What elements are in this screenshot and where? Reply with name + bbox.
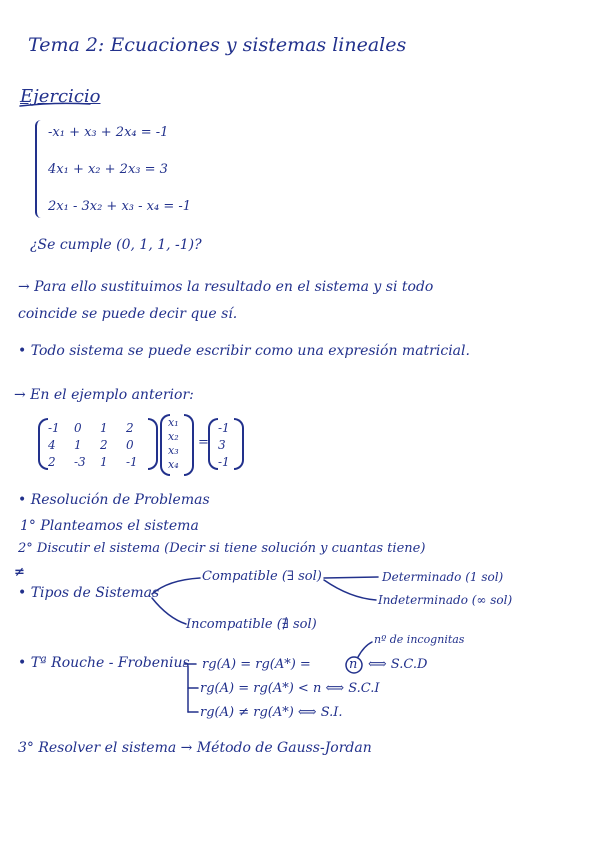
matrix-cell: 0 <box>126 438 134 452</box>
answer-line-1: → Para ello sustituimos la resultado en el sistema y si todo <box>18 279 434 295</box>
step-1: 1° Planteamos el sistema <box>20 518 199 534</box>
vector-cell: -1 <box>218 455 230 469</box>
margin-mark: ≠ <box>14 565 25 580</box>
matrix-cell: -1 <box>48 421 60 435</box>
incompatible-label: Incompatible (∄ sol) <box>186 617 317 632</box>
branch-indeterminado <box>324 580 376 600</box>
step-2: 2° Discutir el sistema (Decir si tiene solución y cuantas tiene) <box>18 541 426 556</box>
matrix-cell: 2 <box>126 421 134 435</box>
compatible-label: Compatible (∃ sol) <box>202 569 322 584</box>
ejercicio-heading: Ejercicio <box>20 86 101 107</box>
matrix-cell: 4 <box>48 438 56 452</box>
vector-cell: x₂ <box>168 430 179 443</box>
equals-sign: = <box>198 435 209 450</box>
rg-circle-n: n <box>349 657 358 672</box>
matrix-cell: 1 <box>100 421 108 435</box>
vector-cell: 3 <box>218 438 226 452</box>
step-3: 3° Resolver el sistema → Método de Gauss-Jordan <box>18 740 372 756</box>
rg-line-1-pre: rg(A) = rg(A*) = <box>202 657 311 672</box>
question-line: ¿Se cumple (0, 1, 1, -1)? <box>30 237 202 253</box>
equation-2: 4x₁ + x₂ + 2x₃ = 3 <box>48 162 168 177</box>
matrix-cell: -3 <box>74 455 86 469</box>
indeterminado-label: Indeterminado (∞ sol) <box>378 593 513 607</box>
branch-determinado <box>324 577 378 578</box>
branch-compatible <box>152 578 200 594</box>
rg-line-3: rg(A) ≠ rg(A*) ⟺ S.I. <box>200 705 343 720</box>
matrix-note: • Todo sistema se puede escribir como una expresión matricial. <box>18 343 470 359</box>
rg-line-1-post: ⟺ S.C.D <box>368 657 428 672</box>
vector-cell: -1 <box>218 421 230 435</box>
n-pointer <box>358 642 372 657</box>
tipos-label: • Tipos de Sistemas <box>18 585 160 601</box>
heading-underline <box>20 103 90 106</box>
page-title: Tema 2: Ecuaciones y sistemas lineales <box>28 34 407 56</box>
rg-line-2: rg(A) = rg(A*) < n ⟺ S.C.I <box>200 681 380 696</box>
matrix-cell: 0 <box>74 421 82 435</box>
matrix-cell: 1 <box>74 438 82 452</box>
answer-line-2: coincide se puede decir que sí. <box>18 306 238 322</box>
branch-incompatible <box>152 598 186 624</box>
example-label: → En el ejemplo anterior: <box>14 387 194 403</box>
matrix-cell: -1 <box>126 455 138 469</box>
matrix-cell: 2 <box>48 455 56 469</box>
vector-cell: x₁ <box>168 416 179 429</box>
equation-1: -x₁ + x₃ + 2x₄ = -1 <box>48 125 169 140</box>
num-incognitas-note: nº de incognitas <box>374 633 465 646</box>
n-circle <box>346 657 362 673</box>
determinado-label: Determinado (1 sol) <box>382 570 504 584</box>
resolucion-heading: • Resolución de Problemas <box>18 492 210 508</box>
equation-3: 2x₁ - 3x₂ + x₃ - x₄ = -1 <box>48 199 192 214</box>
matrix-cell: 2 <box>100 438 108 452</box>
vector-cell: x₄ <box>168 458 179 471</box>
vector-cell: x₃ <box>168 444 179 457</box>
teorema-label: • Tª Rouche - Frobenius <box>18 655 190 671</box>
matrix-cell: 1 <box>100 455 108 469</box>
